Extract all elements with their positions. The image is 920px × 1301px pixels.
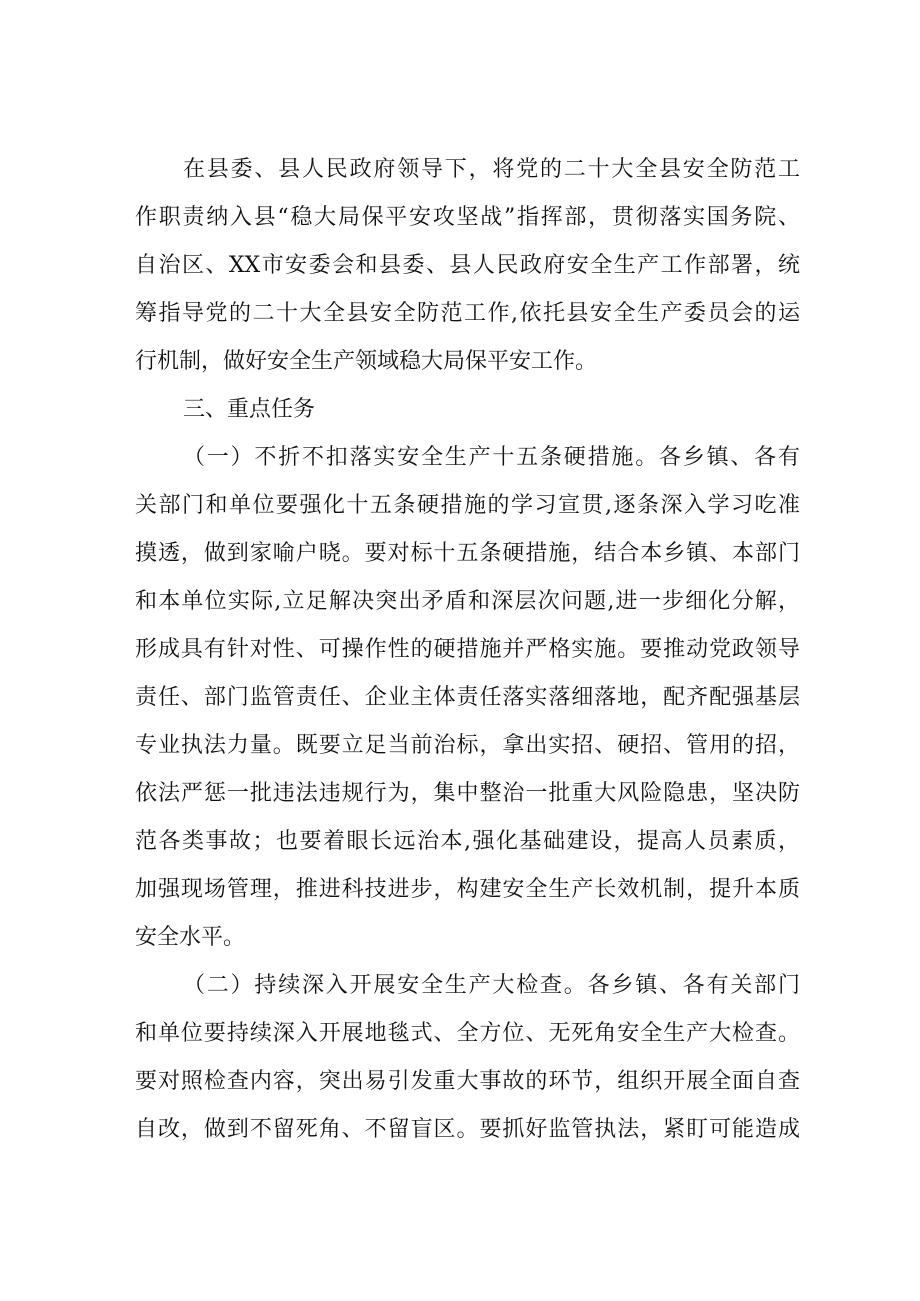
paragraph-2-line-8: 依法严惩一批违法违规行为，集中整治一批重大风险隐患，坚决防: [135, 781, 800, 806]
section-heading: 三、重点任务: [183, 397, 316, 422]
paragraph-3-line-1: （二）持续深入开展安全生产大检查。各乡镇、各有关部门: [183, 973, 800, 998]
paragraph-2-line-5: 形成具有针对性、可操作性的硬措施并严格实施。要推动党政领导: [135, 637, 800, 662]
paragraph-2-line-3: 摸透，做到家喻户晓。要对标十五条硬措施，结合本乡镇、本部门: [135, 541, 800, 566]
paragraph-3-line-3: 要对照检查内容，突出易引发重大事故的环节，组织开展全面自查: [135, 1069, 800, 1094]
paragraph-2-line-7: 专业执法力量。既要立足当前治标，拿出实招、硬招、管用的招，: [135, 733, 800, 758]
paragraph-1-line-4: 筹指导党的二十大全县安全防范工作,依托县安全生产委员会的运: [135, 301, 800, 326]
paragraph-2-line-2: 关部门和单位要强化十五条硬措施的学习宣贯,逐条深入学习吃准: [135, 493, 800, 518]
paragraph-2-line-1: （一）不折不扣落实安全生产十五条硬措施。各乡镇、各有: [183, 445, 800, 470]
paragraph-3-line-4: 自改，做到不留死角、不留盲区。要抓好监管执法，紧盯可能造成: [135, 1117, 800, 1142]
paragraph-1-line-2: 作职责纳入县“稳大局保平安攻坚战”指挥部，贯彻落实国务院、: [135, 205, 800, 230]
paragraph-2-line-6: 责任、部门监管责任、企业主体责任落实落细落地，配齐配强基层: [135, 685, 800, 710]
paragraph-1-line-5: 行机制，做好安全生产领域稳大局保平安工作。: [135, 349, 598, 374]
paragraph-2-line-4: 和本单位实际,立足解决突出矛盾和深层次问题,进一步细化分解，: [135, 589, 800, 614]
paragraph-1-line-3: 自治区、XX市安委会和县委、县人民政府安全生产工作部署，统: [135, 253, 800, 278]
paragraph-2-line-11: 安全水平。: [135, 925, 246, 950]
paragraph-3-line-2: 和单位要持续深入开展地毯式、全方位、无死角安全生产大检查。: [135, 1021, 800, 1046]
paragraph-1-line-1: 在县委、县人民政府领导下，将党的二十大全县安全防范工: [183, 157, 800, 182]
paragraph-2-line-10: 加强现场管理，推进科技进步，构建安全生产长效机制，提升本质: [135, 877, 800, 902]
paragraph-2-line-9: 范各类事故；也要着眼长远治本,强化基础建设，提高人员素质，: [135, 829, 800, 854]
